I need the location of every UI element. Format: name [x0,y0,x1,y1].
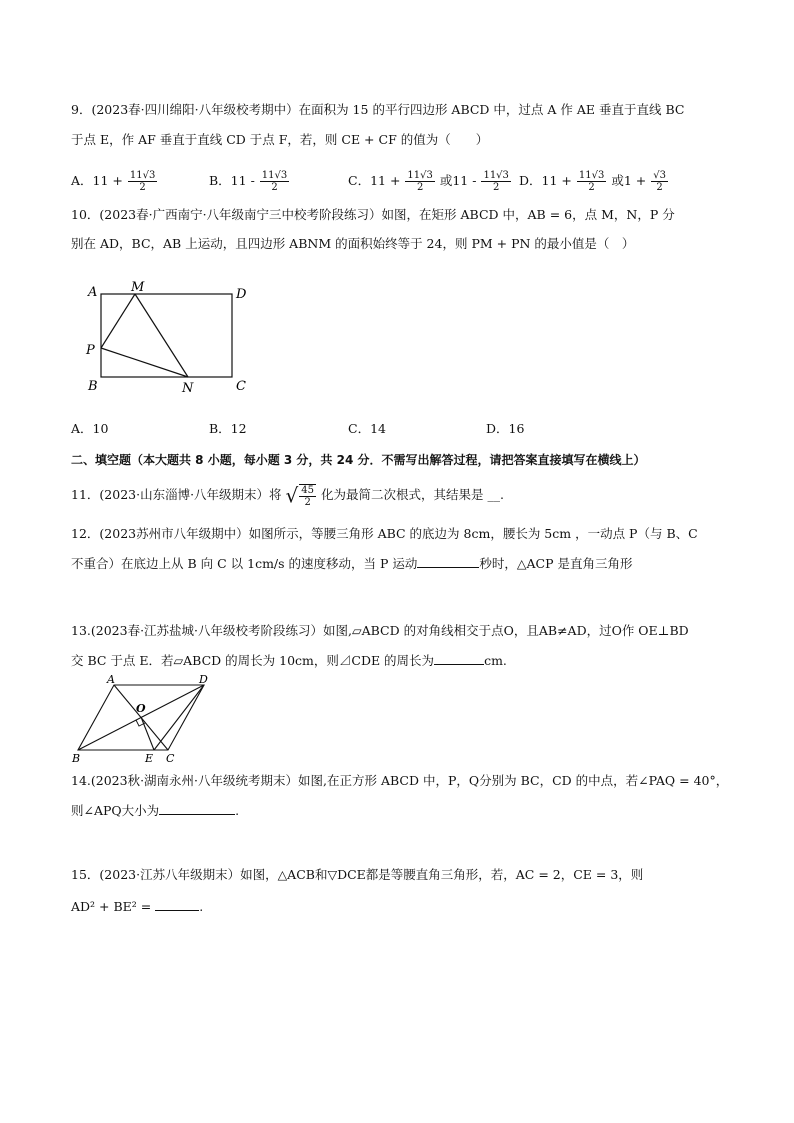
segment-pn [101,348,188,377]
label-d: D [236,287,247,302]
q14-line1: 14.(2023秋·湖南永州·八年级统考期末）如图,在正方形 ABCD 中，P，Q分别为 BC，CD 的中点，若∠PAQ = 40°， [71,773,729,788]
label-c: C [166,752,175,765]
q14-line2: 则∠APQ大小为 . [71,803,240,818]
label-c: C [236,379,246,394]
label-a: A [88,285,98,300]
q13-line1: 13.(2023春·江苏盐城·八年级校考阶段练习）如图,▱ABCD 的对角线相交于点O，且AB≠AD，过O作 OE⊥BD [71,623,689,638]
q10-option-a: A．10 [71,421,109,436]
segment-mn [135,294,188,377]
label-b: B [72,752,81,765]
answer-blank[interactable] [155,898,199,911]
section-2-heading: 二、填空题（本大题共 8 小题，每小题 3 分，共 24 分．不需写出解答过程，请把答案直接填写在横线上） [71,453,646,467]
q10-line2: 别在 AD，BC，AB 上运动，且四边形 ABNM 的面积始终等于 24，则 PM + PN 的最小值是（ ） [71,236,635,251]
segment-pm [101,294,135,348]
fraction: $\frac{11√3}{2}$ [129,170,156,193]
label-p: P [86,343,95,358]
fraction: $\frac{11√3}{2}$ [578,170,605,193]
q13-line2: 交 BC 于点 E．若▱ABCD 的周长为 10cm，则⊿CDE 的周长为 cm. [71,653,507,668]
fraction: $\frac{√3}{2}$ [653,170,666,193]
q10-line1: 10．(2023春·广西南宁·八年级南宁三中校考阶段练习）如图，在矩形 ABCD 中，AB = 6，点 M，N，P 分 [71,207,675,222]
segment-de [154,685,204,750]
q15-line2: AD² + BE² = . [71,899,204,914]
label-b: B [88,379,98,394]
rectangle-figure [80,278,260,398]
fraction: $\frac{11√3}{2}$ [261,170,288,193]
q15-line1: 15．(2023·江苏八年级期末）如图，△ACB和▽DCE都是等腰直角三角形，若，AC = 2，CE = 3，则 [71,867,644,882]
q12-line2: 不重合）在底边上从 B 向 C 以 1cm/s 的速度移动，当 P 运动 秒时，△ACP 是直角三角形 [71,556,633,571]
q10-option-d: D．16 [486,421,525,436]
label-o: O [136,702,146,715]
label-e: E [145,752,154,765]
q9-option-a: A．11 + $\frac{11√3}{2}$ [71,170,156,193]
answer-blank[interactable] [159,802,235,815]
q10-option-b: B．12 [209,421,247,436]
segment-oe [141,717,154,750]
q9-line1: 9．(2023春·四川绵阳·八年级校考期中）在面积为 15 的平行四边形 ABCD 中，过点 A 作 AE 垂直于直线 BC [71,102,685,117]
fraction: $\frac{11√3}{2}$ [483,170,509,193]
fraction: $\frac{11√3}{2}$ [407,170,433,193]
q9-option-b: B．11 - $\frac{11√3}{2}$ [209,170,288,193]
parallelogram-figure [66,672,226,768]
q10-option-c: C．14 [348,421,386,436]
q12-line1: 12．(2023苏州市八年级期中）如图所示，等腰三角形 ABC 的底边为 8cm，腰长为 5cm ，一动点 P（与 B、C [71,526,698,541]
q9-line2: 于点 E，作 AF 垂直于直线 CD 于点 F，若，则 CE + CF 的值为（ ） [71,132,489,147]
radical-expression: √ $\frac{45}{2}$ [285,483,315,508]
label-a: A [107,673,115,686]
q9-option-d: D．11 + $\frac{11√3}{2}$ 或1 + $\frac{√3}{2}$ [519,170,666,193]
q11-line: 11．(2023·山东淄博·八年级期末）将 √ $\frac{45}{2}$ 化为最简二次根式，其结果是 __. [71,483,504,508]
label-n: N [182,381,194,396]
answer-blank[interactable] [417,555,479,568]
label-m: M [131,280,145,295]
rectangle-abcd [101,294,232,377]
q9-option-c: C．11 + $\frac{11√3}{2}$ 或11 - $\frac{11√3}{2}$ [348,170,509,193]
label-d: D [199,673,208,686]
answer-blank[interactable] [434,652,484,665]
